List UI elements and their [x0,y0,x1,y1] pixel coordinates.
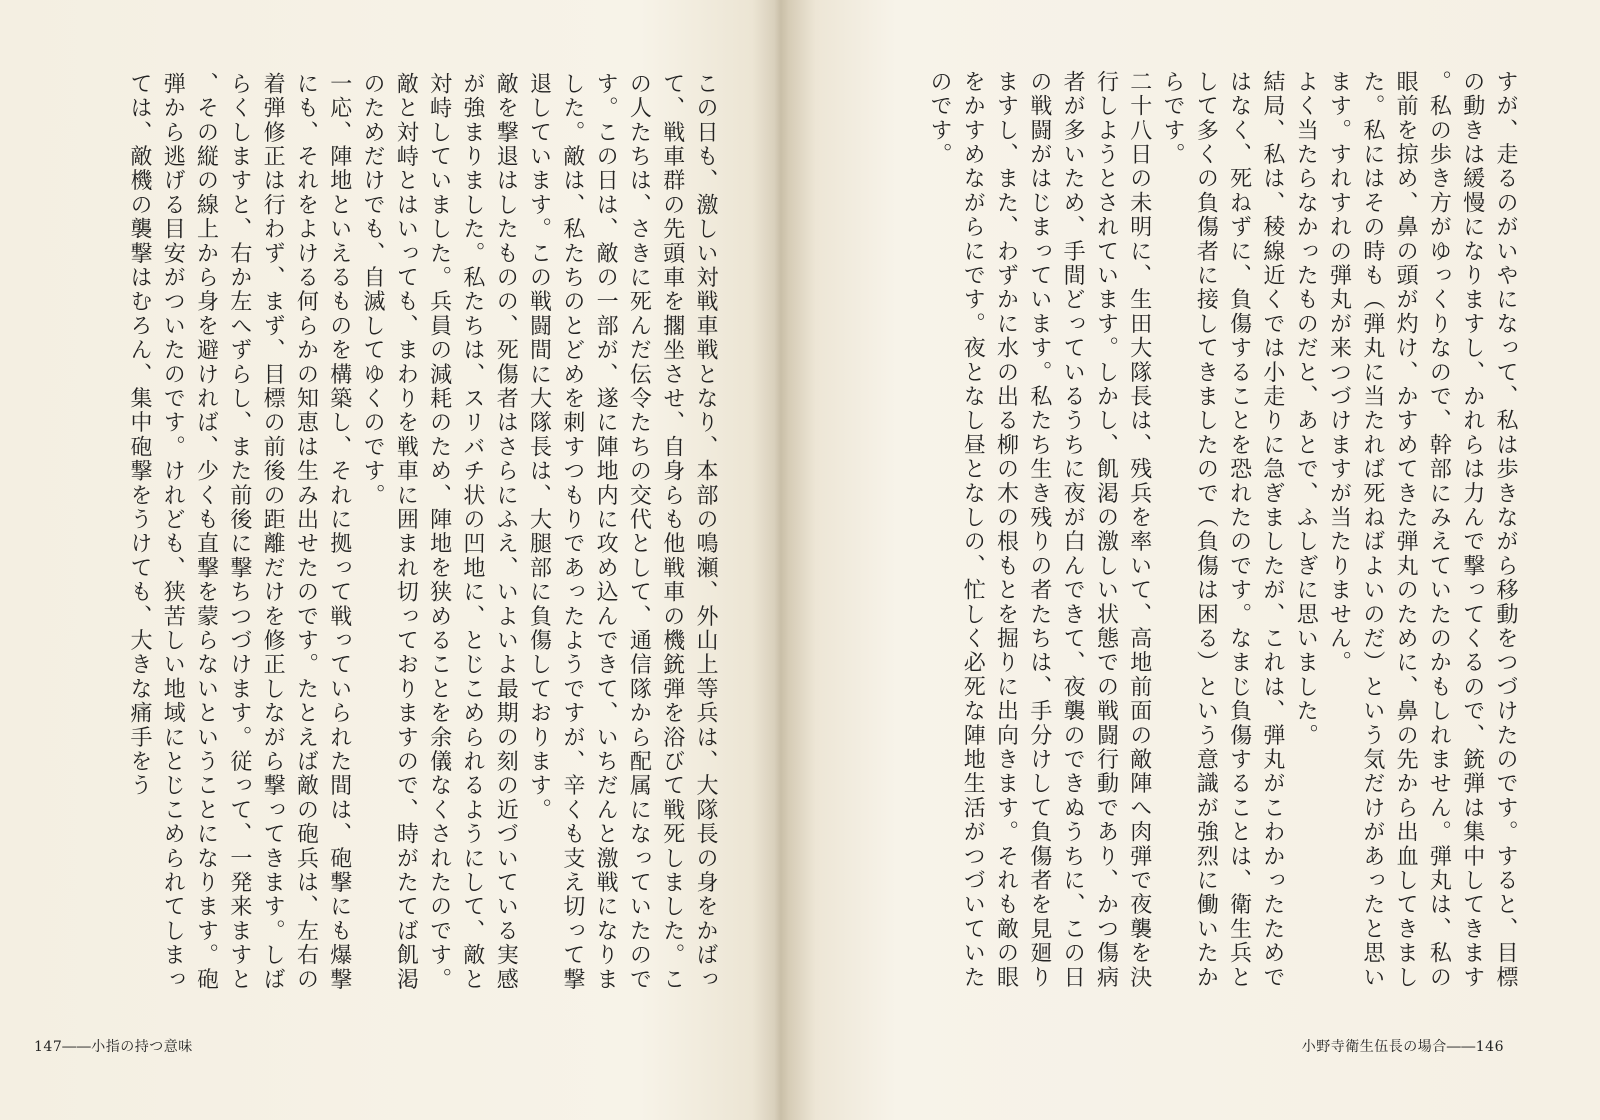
left-page [0,0,770,1120]
left-page-body-text: この日も、激しい対戦車戦となり、本部の鳴瀬、外山上等兵は、大隊長の身をかばって、戦車群の先頭車を擱坐させ、自身らも他戦車の機銃弾を浴びて戦死しました。この人たちは、さきに死んだ伝令たちの交代として、通信隊から配属になっていたのです。この日は、敵の一部が、遂に陣地内に攻め込んできて、いちだんと激戦になりました。敵は、私たちのとどめを刺すつもりであったようですが、辛くも支え切って撃退しています。この戦闘間に大隊長は、大腿部に負傷しております。 敵を撃退はしたものの、死傷者はさらにふえ、いよいよ最期の刻の近づいている実感が強まりました。私たちは、スリバチ状の凹地に、とじこめられるようにして、敵と対峙していました。兵員の減耗のため、陣地を狭めることを余儀なくされたのです。敵と対峙とはいっても、まわりを戦車に囲まれ切っておりますので、時がたてば飢渇のためだけでも、自滅してゆくのです。 一応、陣地といえるものを構築し、それに拠って戦っていられた間は、砲撃にも爆撃にも、それをよける何らかの知恵は生み出せたのです。たとえば敵の砲兵は、左右の着弾修正は行わず、まず、目標の前後の距離だけを修正しながら撃ってきます。しばらくしますと、右か左へずらし、また前後に撃ちつづけます。従って、一発来ますと、その縦の線上から身を避ければ、少くも直撃を蒙らないということになります。砲弾から逃げる目安がついたのです。けれども、狭苦しい地域にとじこめられてしまっては、敵機の襲撃はむろん、集中砲撃をうけても、大きな痛手をう [126,72,718,992]
left-page-footer: 147――小指の持つ意味 [34,1039,193,1055]
right-page [800,0,1600,1120]
right-page-footer: 小野寺衛生伍長の場合――146 [1301,1039,1504,1055]
right-page-body-text: すが、走るのがいやになって、私は歩きながら移動をつづけたのです。すると、目標の動きは緩慢になりますし、かれらは力んで撃ってくるので、銃弾は集中してきます。私の歩き方がゆっくりなので、幹部にみえていたのかもしれません。弾丸は、私の眼前を掠め、鼻の頭が灼け、かすめてきた弾丸のために、鼻の先から出血してきました。私にはその時も（弾丸に当たれば死ねばよいのだ）という気だけがあったと思います。すれすれの弾丸が来つづけますが当たりません。 よく当たらなかったものだと、あとで、ふしぎに思いました。 結局、私は、稜線近くでは小走りに急ぎましたが、これは、弾丸がこわかったためではなく、死ねずに、負傷することを恐れたのです。なまじ負傷することは、衛生兵として多くの負傷者に接してきましたので（負傷は困る）という意識が強烈に働いたからです。 二十八日の未明に、生田大隊長は、残兵を率いて、高地前面の敵陣へ肉弾で夜襲を決行しようとされています。しかし、飢渇の激しい状態での戦闘行動であり、かつ傷病者が多いため、手間どっているうちに夜が白んできて、夜襲のできぬうちに、この日の戦闘がはじまっています。私たち生き残りの者たちは、手分けして負傷者を見廻りますし、また、わずかに水の出る柳の木の根もとを掘りに出向きます。それも敵の眼をかすめながらにです。夜となし昼となしの、忙しく必死な陣地生活がつづいていたのです。 [926,70,1518,990]
